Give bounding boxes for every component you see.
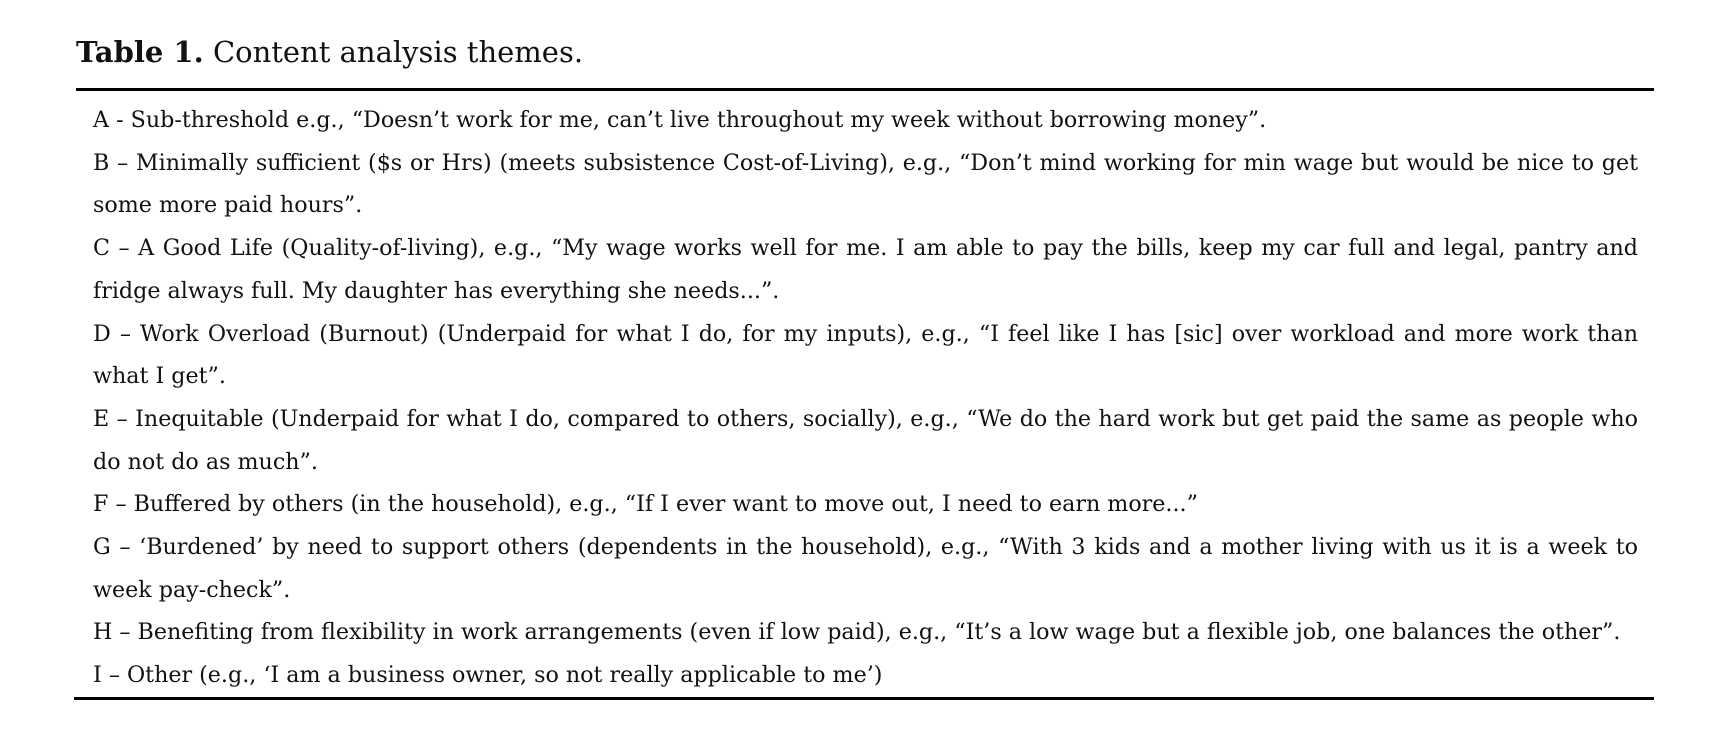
theme-row-e: E – Inequitable (Underpaid for what I do, compared to others, socially), e.g., “We do the hard work but get paid the same as people who do not do as much”.: [93, 405, 1638, 475]
table-title: Content analysis themes.: [212, 35, 584, 69]
table-label: Table 1.: [76, 35, 204, 69]
theme-row-b: B – Minimally sufficient ($s or Hrs) (meets subsistence Cost-of-Living), e.g., “Don’t mind working for min wage but would be nice to get some more paid hours”.: [93, 149, 1638, 219]
table-1: [76, 30, 1654, 700]
theme-row-g: G – ‘Burdened’ by need to support others (dependents in the household), e.g., “With 3 kids and a mother living with us it is a week to week pay-check”.: [93, 534, 1638, 603]
theme-row-i: I – Other (e.g., ‘I am a business owner, so not really applicable to me’): [93, 662, 883, 689]
theme-row-c: C – A Good Life (Quality-of-living), e.g., “My wage works well for me. I am able to pay the bills, keep my car full and legal, pantry and fridge always full. My daughter has everything she needs...”.: [93, 235, 1638, 304]
theme-row-f: F – Buffered by others (in the household), e.g., “If I ever want to move out, I need to earn more...”: [93, 491, 1198, 518]
table-body: [76, 91, 1654, 697]
table-bottom-rule: [74, 697, 1654, 700]
theme-row-a: A - Sub-threshold e.g., “Doesn’t work for me, can’t live throughout my week without borrowing money”.: [93, 107, 1267, 133]
table-caption: [76, 30, 1654, 74]
theme-row-h: H – Benefiting from flexibility in work arrangements (even if low paid), e.g., “It’s a low wage but a flexible job, one balances the other”.: [93, 619, 1621, 646]
theme-row-d: D – Work Overload (Burnout) (Underpaid for what I do, for my inputs), e.g., “I feel like I has [sic] over workload and more work than what I get”.: [93, 320, 1638, 390]
